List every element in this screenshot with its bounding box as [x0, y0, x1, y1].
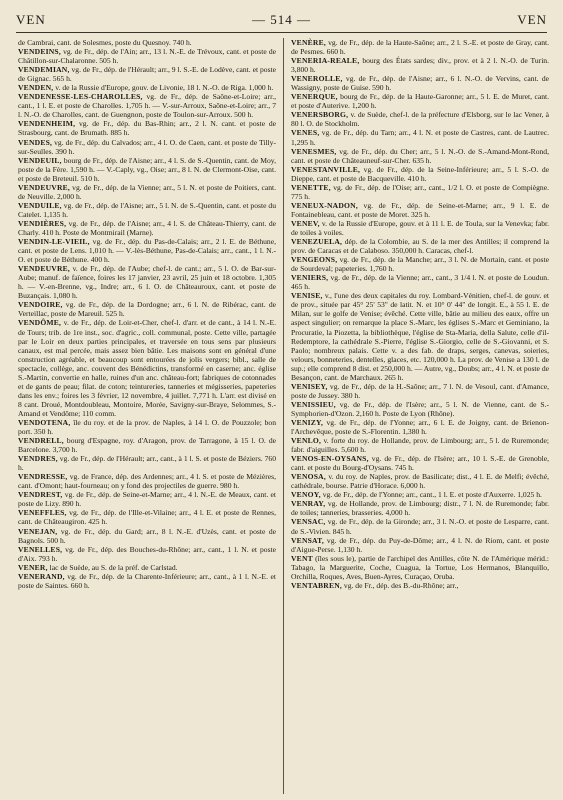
entry-text: vg. de Fr., dép. de la Charente-Inférieure; arr., cant., à 1 l. N.-E. et poste de Saintes. 660 h.: [18, 571, 276, 590]
entry-headword: VENDEMIAN,: [18, 65, 70, 75]
dictionary-entry: [291, 436, 549, 454]
entry-headword: VENERSBORG,: [291, 110, 349, 120]
entry-headword: VENÈRE,: [291, 38, 326, 47]
dictionary-entry: [18, 527, 276, 545]
entry-text: lac de Suède, au S. de la préf. de Carlstad.: [47, 562, 178, 572]
dictionary-entry: [291, 291, 549, 381]
entry-headword: VENEJAN,: [18, 526, 58, 536]
dictionary-entry: [291, 517, 549, 535]
entry-text: v. de Fr., dép. de l'Aube; chef-l. de cant.; arr., 5 l. O. de Bar-sur-Aube; manuf. de faïence, foires les 17 janvier, 23 avril, 25 juin et 18 octobre. 1,305 h. — V.-en-Brenne, vg., Indre; arr., 6 l. O. de Châteauroux, cant. et poste de Buzançais. 1,080 h.: [18, 264, 276, 301]
dictionary-entry: [18, 237, 276, 264]
entry-text: v. du roy. de Naples, prov. de Basilicate; dist., 4 l. E. de Melfi; évêché, cathédrale, bourse. Patrie d'Horace. 6,000 h.: [291, 472, 549, 491]
dictionary-entry: [18, 156, 276, 183]
entry-headword: VENDUILE,: [18, 200, 62, 210]
running-head-right: VEN: [517, 12, 547, 27]
entry-text: vg. de Fr., dép. de Seine-et-Marne; arr., 9 l. E. de Fontainebleau, cant. et poste de Moret. 325 h.: [291, 200, 549, 219]
dictionary-entry: [291, 490, 549, 499]
dictionary-entry: [291, 382, 549, 400]
entry-text: vg. de Fr., dép. de la Seine-Inférieure; arr., 5 l. S.-O. de Dieppe, cant. et poste de Bacqueville. 410 h.: [291, 164, 549, 183]
entry-text: vg. de Fr., dép. de l'Aisne; arr., 4 l. S. de Château-Thierry, cant. de Charly. 410 h. Poste de Montmirail (Marne).: [18, 218, 276, 237]
entry-headword: VENOY,: [291, 490, 321, 500]
dictionary-entry: [291, 201, 549, 219]
entry-text: vg. de Fr., dép. du Bas-Rhin; arr., 2 l. N. cant. et poste de Strasbourg, cant. de Brumath. 885 h.: [18, 119, 276, 138]
entry-headword: VENERIA-REALE,: [291, 56, 360, 66]
dictionary-entry: [18, 490, 276, 508]
entry-headword: VENDRELL,: [18, 436, 64, 446]
entry-text: vg. de Fr., dép. du Gard; arr., 8 l. N.-E. d'Uzès, cant. et poste de Bagnols. 500 h.: [18, 526, 276, 545]
entry-headword: VENETTE,: [291, 182, 331, 192]
entry-text: vg. de Fr., dép. de la Vienne; arr., 5 l. N. et poste de Poitiers, cant. de Neuville. 2,000 h.: [18, 182, 276, 201]
entry-headword: VENDRESSE,: [18, 472, 68, 482]
dictionary-entry: [18, 201, 276, 219]
entry-text: vg. de Fr., dép. de Saône-et-Loire; arr., cant., 1 l. E. et poste de Charolles. 1,705 h. — V.-sur-Arroux, Saône-et-Loire; arr., 7 l. N.-O. de Charolles, cant. de Guengnon, poste de Toulon-sur-Arroux. 500 h.: [18, 92, 276, 120]
dictionary-entry: [18, 138, 276, 156]
left-column: [18, 38, 276, 794]
entry-headword: VENESMES,: [291, 146, 337, 156]
dictionary-entry: [291, 183, 549, 201]
entry-text: vg. de Fr., dép. du Cher; arr., 5 l. N.-O. de S.-Amand-Mont-Rond, cant. et poste de Châteauneuf-sur-Cher. 635 h.: [291, 146, 549, 165]
entry-headword: VENDENHEIM,: [18, 119, 76, 129]
entry-headword: VENDIÈRES,: [18, 218, 67, 228]
dictionary-entry: [18, 318, 276, 418]
entry-text: bourg de Fr., dép. de la Haute-Garonne; arr., 5 l. E. de Muret, cant. et poste d'Auterive. 1,200 h.: [291, 92, 549, 111]
dictionary-entry: [291, 56, 549, 74]
dictionary-entry: [291, 400, 549, 418]
entry-headword: VENTABREN,: [291, 580, 343, 590]
dictionary-entry: [18, 300, 276, 318]
dictionary-entry: [291, 110, 549, 128]
dictionary-entry: [18, 219, 276, 237]
entry-headword: VENSAC,: [291, 517, 326, 527]
entry-headword: VENOSA,: [291, 472, 326, 482]
entry-headword: VENDREST,: [18, 490, 63, 500]
entry-headword: VENDOTENA,: [18, 417, 71, 427]
entry-text: vg. de Fr., dép. de la Dordogne; arr., 6 l. N. de Ribérac, cant. de Verteillac, poste de Mareuil. 525 h.: [18, 300, 276, 319]
dictionary-entry: [291, 554, 549, 581]
entry-text: bourg de Fr., dép. de l'Aisne; arr., 4 l. S. de S.-Quentin, cant. de Moy, poste de la Fère. 1,590 h. — V.-Caply, vg., Oise; arr., 8 l. N. de Clermont-Oise, cant. et poste de Breteuil. 510 h.: [18, 155, 276, 183]
entry-headword: VENEV,: [291, 218, 320, 228]
entry-text: vg. de Fr., dép. de l'Isère; arr., 10 l. S.-E. de Grenoble, cant. et poste du Bourg-d'Oysans. 745 h.: [291, 454, 549, 473]
entry-text: vg. de France, dép. des Ardennes; arr., 4 l. S. et poste de Mézières, cant. d'Omont; haut-fourneau; on y fond des projectiles de guerre. 980 h.: [18, 472, 276, 491]
dictionary-entry: [18, 38, 276, 47]
entry-headword: VENDES,: [18, 137, 53, 147]
entry-headword: VENDEINS,: [18, 47, 61, 57]
entry-headword: VENT: [291, 553, 313, 563]
entry-headword: VENDÔME,: [18, 318, 62, 328]
dictionary-entry: [291, 255, 549, 273]
entry-text: vg. de Fr., dép. de la H.-Saône; arr., 7 l. N. de Vesoul, cant. d'Amance, poste de Jussey. 380 h.: [291, 381, 549, 400]
entry-text: vg. de Fr., dép. du Calvados; arr., 4 l. O. de Caen, cant. et poste de Tilly-sur-Seulles. 390 h.: [18, 137, 276, 156]
dictionary-entry: [18, 183, 276, 201]
entry-text: vg. de Fr., dép. du Puy-de-Dôme; arr., 4 l. N. de Riom, cant. et poste d'Aigue-Perse. 1,130 h.: [291, 535, 549, 554]
entry-text: vg. de Fr., dép. de la Gironde; arr., 3 l. N.-O. et poste de Lesparre, cant. de S.-Vivien. 845 h.: [291, 517, 549, 536]
entry-text: vg. de Fr., dép. de l'Aisne; arr., 6 l. N.-O. de Vervins, cant. de Wassigny, poste de Guise. 590 h.: [291, 74, 549, 93]
entry-text: vg. de Fr., dép. de l'Yonne; arr., cant., 1 l. E. et poste d'Auxerre. 1,025 h.: [320, 490, 542, 500]
entry-headword: VENESTANVILLE,: [291, 164, 361, 174]
dictionary-entry: [18, 418, 276, 436]
entry-text: dép. de la Colombie, au S. de la mer des Antilles; il comprend la prov. de Caracas et de Calaboso. 350,000 h. Caracas, chef-l.: [291, 237, 549, 256]
entry-headword: VENIZY,: [291, 417, 324, 427]
entry-text: île du roy. et de la prov. de Naples, à 14 l. O. de Pouzzole; bon port. 350 h.: [18, 417, 276, 437]
entry-text: v. de la Russie d'Europe, gouv. et à 11 l. E. de Toula, sur la Venevka; fabr. de toiles à voiles.: [291, 218, 549, 237]
entry-headword: VENISEY,: [291, 381, 328, 391]
entry-headword: VENES,: [291, 128, 320, 138]
entry-text: vg. de Fr., dép. de l'Hérault; arr., 9 l. S.-E. de Lodève, cant. et poste de Gignac. 565 h.: [18, 65, 276, 84]
entry-headword: VENERQUE,: [291, 92, 338, 102]
entry-headword: VENOS-EN-OYSANS,: [291, 454, 369, 464]
dictionary-entry: [291, 536, 549, 554]
dictionary-entry: [291, 128, 549, 146]
entry-headword: VENSAT,: [291, 535, 324, 545]
dictionary-entry: [291, 418, 549, 436]
entry-text: vg. de Hollande, prov. de Limbourg; distr., 7 l. N. de Ruremonde; fabr. de toiles; tanneries, brasseries. 4,000 h.: [291, 499, 549, 518]
dictionary-entry: [18, 119, 276, 137]
entry-headword: VENDEUVRE,: [18, 182, 70, 192]
dictionary-entry: [18, 572, 276, 590]
entry-headword: VENDOIRE,: [18, 300, 63, 310]
dictionary-entry: [291, 581, 549, 590]
running-head-left: VEN: [16, 12, 46, 27]
entry-text: v., l'une des deux capitales du roy. Lombard-Vénitien, chef-l. de gouv. et de prov., située par 45° 25' 53" de latit. N. et 10° 0' 44" de longit. E., à 55 l. E. de Milan, sur le golfe de Venise; évêché. Cette ville, bâtie au milieu des eaux, offre un aspect singulier; on remarque la place S.-Marc, les églises S.-Marc et Geminiano, la Procuratie, la Piozetta, la bibliothèque, l'église de Sta-Maria, della Salute, celle d'il-Redemptore, la cathédrale S.-Pierre, l'église S.-Giorgio, celle de S.-Giovanni, et S. Paolo; nombreux palais. Cette v. a des fab. de draps, serges, canevas, soieries, velours, bonneteries, dentelles, glaces, etc. 120,000 h. La prov. de Venise a 130 l. de sup.; elle comprend 8 dist. et 250,000 h. — Autre, vg., Doubs; arr., 4 l. N. et poste de Besançon, cant. de Marchaux. 265 h.: [291, 291, 549, 382]
entry-text: v. de Suède, chef-l. de la préfecture d'Elsborg, sur le lac Vener, à 80 l. O. de Stockholm.: [291, 110, 549, 129]
dictionary-entry: [291, 219, 549, 237]
entry-headword: VENEUX-NADON,: [291, 200, 358, 210]
entry-headword: VENDIN-LE-VIEIL,: [18, 237, 90, 247]
entry-text: vg. de Fr., dép. de l'Aisne; arr., 5 l. N. de S.-Quentin, cant. et poste du Catelet. 1,135 h.: [18, 200, 276, 219]
entry-headword: VENERAND,: [18, 571, 65, 581]
dictionary-entry: [18, 545, 276, 563]
entry-headword: VENISE,: [291, 291, 323, 301]
entry-text: vg. de Fr., dép. du Tarn; arr., 4 l. N. et poste de Castres, cant. de Lautrec. 1,295 h.: [291, 128, 549, 147]
dictionary-entry: [18, 65, 276, 83]
entry-headword: VENEROLLE,: [291, 74, 343, 84]
dictionary-entry: [18, 92, 276, 119]
dictionary-entry: [18, 436, 276, 454]
dictionary-entry: [291, 92, 549, 110]
entry-text: vg. de Fr., dép. de l'Hérault; arr., cant., à 1 l. S. et poste de Béziers. 760 h.: [18, 454, 276, 473]
dictionary-entry: [291, 454, 549, 472]
entry-text: vg. de Fr., dép. de la Vienne; arr., cant., 3 1/4 l. N. et poste de Loudun. 465 h.: [291, 273, 549, 292]
entry-headword: VENDEN,: [18, 83, 54, 93]
dictionary-entry: [18, 454, 276, 472]
entry-headword: VENISSIEU,: [291, 399, 336, 409]
entry-text: bourg des États sardes; div., prov. et à 2 l. N.-O. de Turin. 3,800 h.: [291, 56, 549, 75]
entry-headword: VENDRES,: [18, 454, 58, 464]
entry-text: vg. de Fr., dép. de la Manche; arr., 3 l. N. de Mortain, cant. et poste de Sourdeval; papeteries. 1,760 h.: [291, 255, 549, 274]
entry-text: v. de la Russie d'Europe, gouv. de Livonie, 18 l. N.-O. de Riga. 1,000 h.: [53, 83, 274, 93]
entry-text: v. de Fr., dép. de Loir-et-Cher, chef-l. d'arr. et de cant., à 14 l. N.-E. de Tours; trib. de 1re inst., soc. d'agric., coll. communal, poste. Cette ville, partagée par le Loir en deux parties principales, et traversée en tous sens par plusieurs canaux, est mal percée, mais assez bien bâtie. Les maisons sont en général d'une construction agréable, et beaucoup sont entourées de jolis vergers; bibl., salle de spectacle, collège, anc. couvent des Bénédictins, transformé en caserne; anc. église S.-Martin, convertie en halle, ruines d'un anc. château-fort; fabriques de cotonnades et de gants de peau; filat. de coton; teintureries, tanneries et mégisseries, papeteries dans les env.; foires les 3 février, 12 novembre, 4 juillet. 7,771 h. L'arr. est divisé en 8 cant. Droué, Montdoubleau, Montoire, Morée, Savigny-sur-Braye, Selommes, S.-Amand et Vendôme; 110 comm.: [18, 318, 276, 418]
entry-headword: VENIERS,: [291, 273, 329, 283]
entry-text: v. forte du roy. de Hollande, prov. de Limbourg; arr., 5 l. de Ruremonde; fabr. d'aiguilles. 5,600 h.: [291, 436, 549, 455]
entry-text: (îles sous le), partie de l'archipel des Antilles, côte N. de l'Amérique mérid.: Tabago, la Marguerite, Coche, Cuagua, la Tortue, Los Hermanos, Blanquillo, Orchilla, Roques, Aves, Buen-Ayres, Curaçao, Oruba.: [291, 553, 549, 581]
entry-text: vg. de Fr., dép. de l'Ille-et-Vilaine; arr., 4 l. E. et poste de Rennes, cant. de Châteaugiron. 425 h.: [18, 508, 276, 527]
entry-text: vg. de Fr., dép. de l'Oise; arr., cant., 1/2 l. O. et poste de Compiègne. 775 h.: [291, 182, 549, 201]
entry-text: de Cambrai, cant. de Solesmes, poste du Quesnoy. 740 h.: [18, 38, 192, 47]
column-divider: [283, 38, 284, 794]
dictionary-entry: [18, 563, 276, 572]
entry-headword: VENRAY,: [291, 499, 326, 509]
entry-headword: VENEFFLES,: [18, 508, 67, 518]
dictionary-entry: [291, 38, 549, 56]
dictionary-entry: [291, 147, 549, 165]
entry-text: vg. de Fr., dép. de la Haute-Saône; arr., 2 l. S.-E. et poste de Gray, cant. de Pesmes. 660 h.: [291, 38, 549, 57]
page-header: [16, 12, 547, 34]
dictionary-entry: [18, 508, 276, 526]
dictionary-entry: [291, 74, 549, 92]
entry-headword: VENLO,: [291, 436, 322, 446]
dictionary-entry: [18, 47, 276, 65]
page-number: — 514 —: [252, 12, 311, 27]
entry-headword: VENDEUVRE,: [18, 264, 70, 274]
entry-headword: VENER,: [18, 562, 48, 572]
entry-headword: VENDEUIL,: [18, 155, 62, 165]
entry-headword: VENGEONS,: [291, 255, 338, 265]
dictionary-entry: [291, 237, 549, 255]
right-column: [291, 38, 549, 794]
entry-text: vg. de Fr., dép. de Seine-et-Marne; arr., 4 l. N.-E. de Meaux, cant. et poste de Lizy. 890 h.: [18, 490, 276, 509]
entry-headword: VENELLES,: [18, 544, 63, 554]
header-rule: [16, 32, 547, 33]
entry-text: vg. de Fr., dép. de l'Ain; arr., 13 l. N.-E. de Trévoux, cant. et poste de Châtillon-sur-Chalaronne. 505 h.: [18, 47, 276, 66]
entry-headword: VENDENESSE-LES-CHAROLLES,: [18, 92, 143, 102]
entry-text: vg. de Fr., dép. des Bouches-du-Rhône; arr., cant., 1 l. N. et poste d'Aix. 793 h.: [18, 544, 276, 563]
entry-text: vg. de Fr., dép. des B.-du-Rhône; arr.,: [342, 580, 459, 590]
entry-headword: VENEZUELA,: [291, 237, 343, 247]
dictionary-entry: [18, 472, 276, 490]
dictionary-entry: [291, 499, 549, 517]
dictionary-entry: [291, 472, 549, 490]
entry-text: vg. de Fr., dép. de l'Yonne; arr., 6 l. E. de Joigny, cant. de Brienon-l'Archevêque, poste de S.-Florentin. 1,380 h.: [291, 417, 549, 437]
entry-text: bourg d'Espagne, roy. d'Aragon, prov. de Tarragone, à 15 l. O. de Barcelone. 3,700 h.: [18, 436, 276, 455]
entry-text: vg. de Fr., dép. de l'Isère; arr., 5 l. N. de Vienne, cant. de S.-Symphorien-d'Ozon. 2,160 h. Poste de Lyon (Rhône).: [291, 399, 549, 418]
dictionary-entry: [18, 264, 276, 300]
dictionary-entry: [18, 83, 276, 92]
dictionary-entry: [291, 165, 549, 183]
dictionary-entry: [291, 273, 549, 291]
entry-text: vg. de Fr., dép. du Pas-de-Calais; arr., 2 l. E. de Béthune, cant. et poste de Lens. 1,010 h. — V.-lès-Béthune, Pas-de-Calais; arr., cant., 1 l. N.-O. et poste de Béthune. 400 h.: [18, 237, 276, 265]
